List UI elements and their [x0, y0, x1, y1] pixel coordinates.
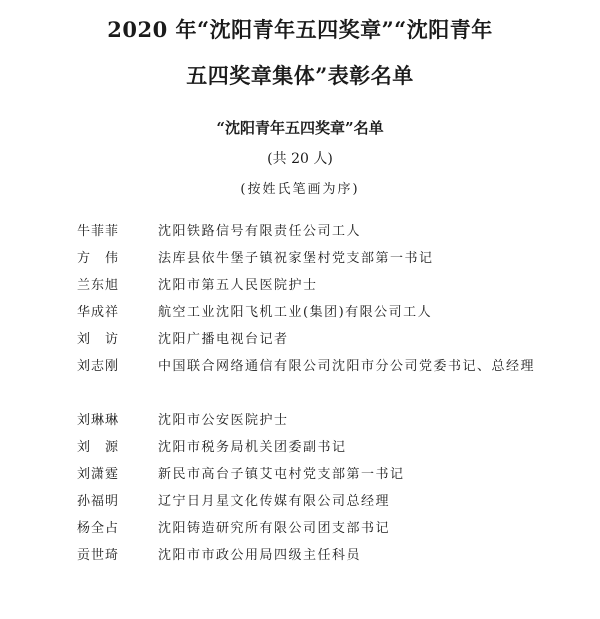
recipient-unit: 沈阳市税务局机关团委副书记 [158, 440, 347, 455]
recipient-name: 刘琳琳 [77, 413, 120, 428]
recipient-unit: 沈阳市第五人民医院护士 [158, 278, 318, 293]
recipient-unit: 航空工业沈阳飞机工业(集团)有限公司工人 [158, 305, 433, 320]
list-item [0, 434, 600, 461]
list-item [0, 515, 600, 542]
recipient-name: 杨全占 [77, 521, 120, 536]
recipient-name: 贡世琦 [77, 548, 120, 563]
recipient-unit: 沈阳铸造研究所有限公司团支部书记 [158, 521, 391, 536]
recipient-unit: 沈阳市公安医院护士 [158, 413, 289, 428]
recipient-unit: 沈阳铁路信号有限责任公司工人 [158, 224, 362, 239]
ordering-note: (按姓氏笔画为序) [240, 182, 360, 197]
recipient-unit: 中国联合网络通信有限公司沈阳市分公司党委书记、总经理 [158, 359, 536, 374]
list-item [0, 488, 600, 515]
recipient-unit: 辽宁日月星文化传媒有限公司总经理 [158, 494, 391, 509]
recipient-unit: 新民市高台子镇艾屯村党支部第一书记 [158, 467, 405, 482]
list-item [0, 461, 600, 488]
recipient-name: 刘潇霆 [77, 467, 120, 482]
recipient-name: 方 伟 [77, 251, 120, 266]
recipient-list [0, 218, 600, 569]
recipient-name: 孙福明 [77, 494, 120, 509]
recipient-unit: 沈阳市市政公用局四级主任科员 [158, 548, 362, 563]
section-title: “沈阳青年五四奖章”名单 [216, 119, 384, 137]
recipient-unit: 沈阳广播电视台记者 [158, 332, 289, 347]
recipient-count: (共 20 人) [267, 151, 333, 167]
recipient-unit: 法库县依牛堡子镇祝家堡村党支部第一书记 [158, 251, 434, 266]
recipient-name: 兰东旭 [77, 278, 120, 293]
list-item [0, 407, 600, 434]
recipient-name: 刘 源 [77, 440, 120, 455]
recipient-name: 华成祥 [77, 305, 120, 320]
page-title-line-1: 2020 年“沈阳青年五四奖章”“沈阳青年 [107, 17, 493, 42]
list-item [0, 299, 600, 326]
list-item [0, 245, 600, 272]
page-title-line-2: 五四奖章集体”表彰名单 [186, 63, 414, 88]
list-item [0, 218, 600, 245]
recipient-name: 刘 访 [77, 332, 120, 347]
list-item [0, 272, 600, 299]
list-item [0, 542, 600, 569]
recipient-name: 刘志刚 [77, 359, 120, 374]
list-item [0, 326, 600, 353]
list-item [0, 353, 600, 407]
recipient-name: 牛菲菲 [77, 224, 120, 239]
